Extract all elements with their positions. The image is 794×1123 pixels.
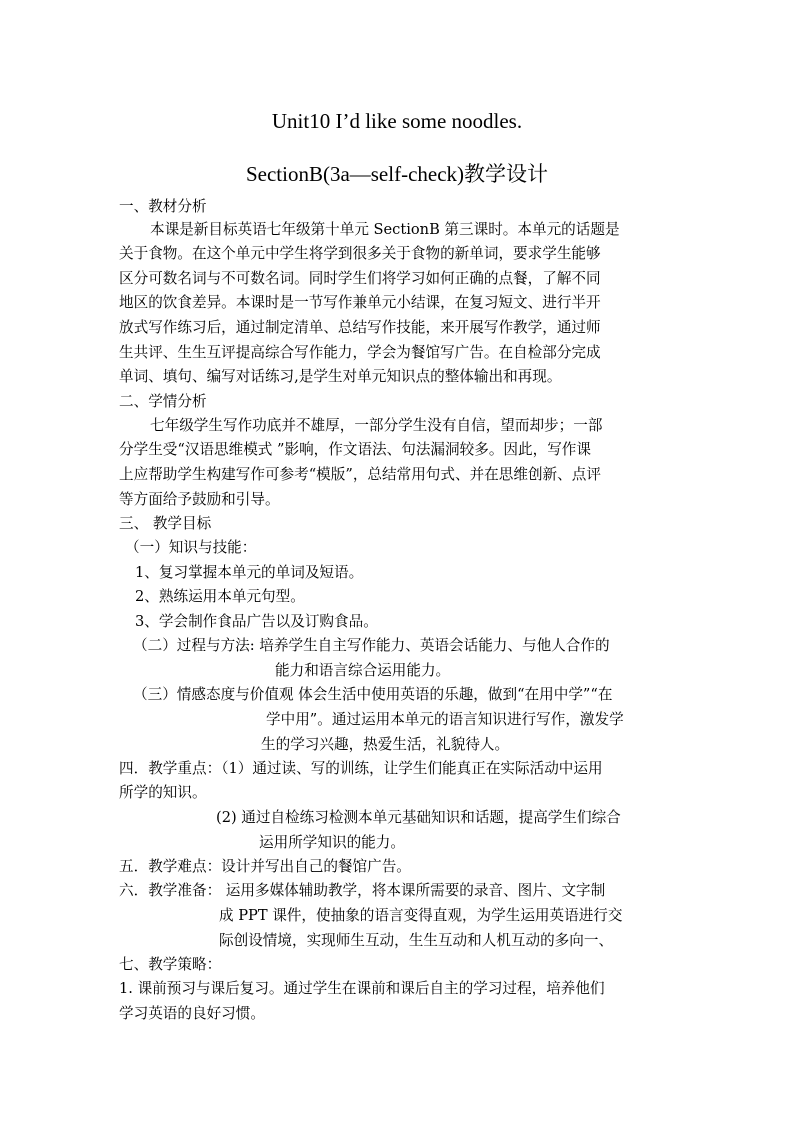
paragraph-line: 地区的饮食差异。本课时是一节写作兼单元小结课，在复习短文、进行半开 [119, 294, 601, 311]
paragraph-line: 区分可数名词与不可数名词。同时学生们将学习如何正确的点餐，了解不同 [119, 270, 601, 287]
paragraph-line: 放式写作练习后，通过制定清单、总结写作技能，来开展写作教学，通过师 [119, 319, 601, 336]
subsection-heading: （一）知识与技能： [125, 539, 257, 556]
subsection-heading: （二）过程与方法: 培养学生自主写作能力、英语会话能力、与他人合作的 [133, 637, 610, 654]
section-heading: 五．教学难点：设计并写出自己的餐馆广告。 [119, 858, 411, 875]
paragraph-line: 学习英语的良好习惯。 [119, 1005, 265, 1022]
paragraph-line: 关于食物。在这个单元中学生将学到很多关于食物的新单词，要求学生能够 [119, 245, 601, 262]
section-heading: 七、教学策略： [119, 956, 222, 973]
paragraph-line: 际创设情境，实现师生互动，生生互动和人机互动的多向一、 [219, 932, 614, 949]
paragraph-line: 学中用”。通过运用本单元的语言知识进行写作，激发学 [266, 711, 624, 728]
section-heading: 一、教材分析 [119, 198, 207, 215]
paragraph-line: 本课是新目标英语七年级第十单元 SectionB 第三课时。本单元的话题是 [150, 221, 620, 238]
paragraph-line: 1. 课前预习与课后复习。通过学生在课前和课后自主的学习过程，培养他们 [119, 980, 605, 997]
section-heading: 二、学情分析 [119, 393, 207, 410]
paragraph-line: 成 PPT 课件，使抽象的语言变得直观，为学生运用英语进行交 [219, 907, 623, 924]
list-item: 1、复习掌握本单元的单词及短语。 [135, 564, 364, 581]
list-item: 3、学会制作食品广告以及订购食品。 [135, 613, 378, 630]
paragraph-line: 等方面给予鼓励和引导。 [119, 491, 280, 508]
paragraph-line: 分学生受“汉语思维模式 ”影响，作文语法、句法漏洞较多。因此，写作课 [119, 441, 591, 458]
document-title: Unit10 I’d like some noodles. [271, 109, 523, 133]
subsection-heading: （三）情感态度与价值观 体会生活中使用英语的乐趣，做到“在用中学”“在 [133, 686, 613, 703]
section-heading: 四．教学重点：（1）通过读、写的训练，让学生们能真正在实际活动中运用 [119, 760, 603, 777]
paragraph-line: 上应帮助学生构建写作可参考“模版”，总结常用句式、并在思维创新、点评 [119, 466, 601, 483]
paragraph-line: 生共评、生生互评提高综合写作能力，学会为餐馆写广告。在自检部分完成 [119, 344, 601, 361]
document-subtitle: SectionB(3a—self-check)教学设计 [245, 162, 549, 186]
paragraph-line: 所学的知识。 [119, 784, 207, 801]
paragraph-line: 运用所学知识的能力。 [259, 834, 405, 851]
paragraph-line: 能力和语言综合运用能力。 [275, 662, 451, 679]
section-heading: 三、 教学目标 [119, 515, 212, 532]
paragraph-line: 七年级学生写作功底并不雄厚，一部分学生没有自信，望而却步；一部 [150, 417, 603, 434]
paragraph-line: 单词、填句、编写对话练习,是学生对单元知识点的整体输出和再现。 [119, 368, 562, 385]
section-heading: 六．教学准备： 运用多媒体辅助教学，将本课所需要的录音、图片、文字制 [119, 882, 606, 899]
paragraph-line: 生的学习兴趣，热爱生活，礼貌待人。 [261, 736, 510, 753]
paragraph-line: (2) 通过自检练习检测本单元基础知识和话题，提高学生们综合 [216, 809, 621, 826]
list-item: 2、熟练运用本单元句型。 [135, 588, 305, 605]
